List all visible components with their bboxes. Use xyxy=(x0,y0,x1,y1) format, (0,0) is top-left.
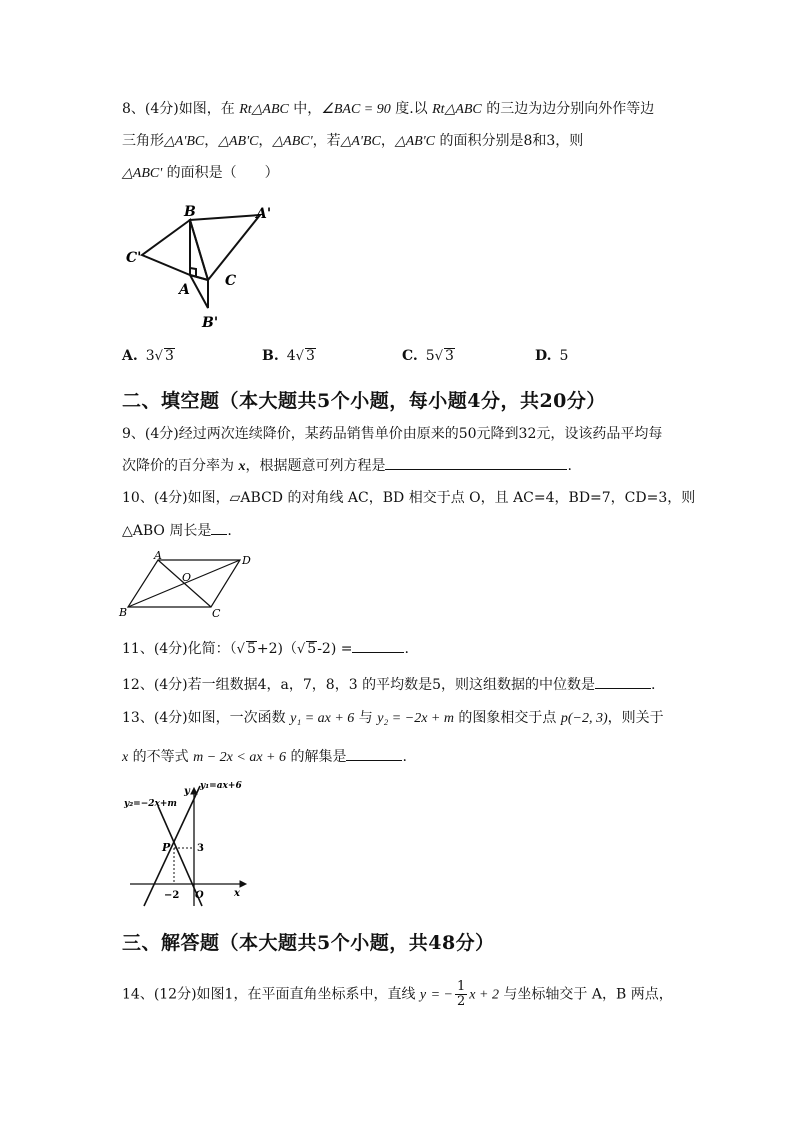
label-a: A xyxy=(179,282,190,298)
label-p: P xyxy=(162,841,171,854)
q12-answer-blank[interactable] xyxy=(595,674,651,689)
label-y-axis: y xyxy=(184,786,190,797)
q9-line1: 9、(4分)经过两次连续降价，某药品销售单价由原来的50元降到32元，设该药品平均每 xyxy=(122,426,663,442)
q12-line: 12、(4分)若一组数据4，a，7，8，3 的平均数是5，则这组数据的中位数是 . xyxy=(122,674,655,695)
q8-option-a: A. 3√ 3 xyxy=(122,348,174,364)
label-neg2: −2 xyxy=(164,890,180,901)
label-a: A xyxy=(154,550,162,562)
label-y2: y₂=−2x+m xyxy=(124,799,177,809)
q8-option-d: D. 5 xyxy=(535,348,569,364)
q13-answer-blank[interactable] xyxy=(346,746,402,761)
label-c: C xyxy=(225,273,237,289)
q13-line2: x 的不等式 m − 2x < ax + 6 的解集是 . xyxy=(122,746,407,768)
section-3-heading: 三、解答题（本大题共5个小题，共48分） xyxy=(122,932,495,954)
q8-option-c: C. 5√ 3 xyxy=(402,348,454,364)
q9-line2: 次降价的百分率为 x，根据题意可列方程是 . xyxy=(122,455,572,477)
label-c-prime: C' xyxy=(126,250,142,266)
label-o: O xyxy=(182,571,192,584)
q8-line2: 三角形△A'BC，△AB'C，△ABC'，若△A'BC，△AB'C 的面积分别是8和3，则 xyxy=(122,133,584,149)
q10-parallelogram-figure xyxy=(118,550,258,622)
label-three: 3 xyxy=(197,843,204,854)
q13-graph-figure xyxy=(122,776,252,916)
label-b-prime: B' xyxy=(202,315,219,331)
label-b: B xyxy=(184,204,196,220)
q10-answer-blank[interactable] xyxy=(211,520,227,535)
label-d: D xyxy=(242,554,251,567)
label-a-prime: A' xyxy=(256,206,272,222)
q8-triangle-figure xyxy=(122,200,282,335)
label-c: C xyxy=(212,607,221,620)
label-y1: y₁=ax+6 xyxy=(200,781,242,791)
q8-option-b: B. 4√ 3 xyxy=(262,348,315,364)
q10-line2: △ABO 周长是 . xyxy=(122,520,232,541)
label-x-axis: x xyxy=(234,888,240,899)
section-2-heading: 二、填空题（本大题共5个小题，每小题4分，共20分） xyxy=(122,390,606,412)
q10-line1: 10、(4分)如图，▱ABCD 的对角线 AC，BD 相交于点 O，且 AC=4，BD=7，CD=3，则 xyxy=(122,490,696,506)
q11-answer-blank[interactable] xyxy=(352,638,404,653)
q9-answer-blank[interactable] xyxy=(385,455,567,470)
q13-line1: 13、(4分)如图，一次函数 y₁ = ax + 6 与 y₂ = −2x + m 的图象相交于点 p(−2, 3)，则关于 xyxy=(122,710,664,726)
label-b: B xyxy=(119,606,128,619)
q8-line1: 8、(4分)如图，在 Rt△ABC 中，∠BAC = 90 度.以 Rt△ABC 的三边为边分别向外作等边 xyxy=(122,101,655,117)
label-origin: O xyxy=(195,890,204,901)
fraction-one-half: $\frac{1}{2}$ xyxy=(457,979,466,1009)
q11-line: 11、(4分)化简：（√ 5+2)（√ 5-2) = . xyxy=(122,638,409,660)
q14-line1: 14、(12分)如图1，在平面直角坐标系中，直线 y = − $\frac{1}{2}$ x + 2 与坐标轴交于 A，B 两点， xyxy=(122,979,673,1009)
q8-line3: △ABC' 的面积是（ ） xyxy=(122,165,279,181)
